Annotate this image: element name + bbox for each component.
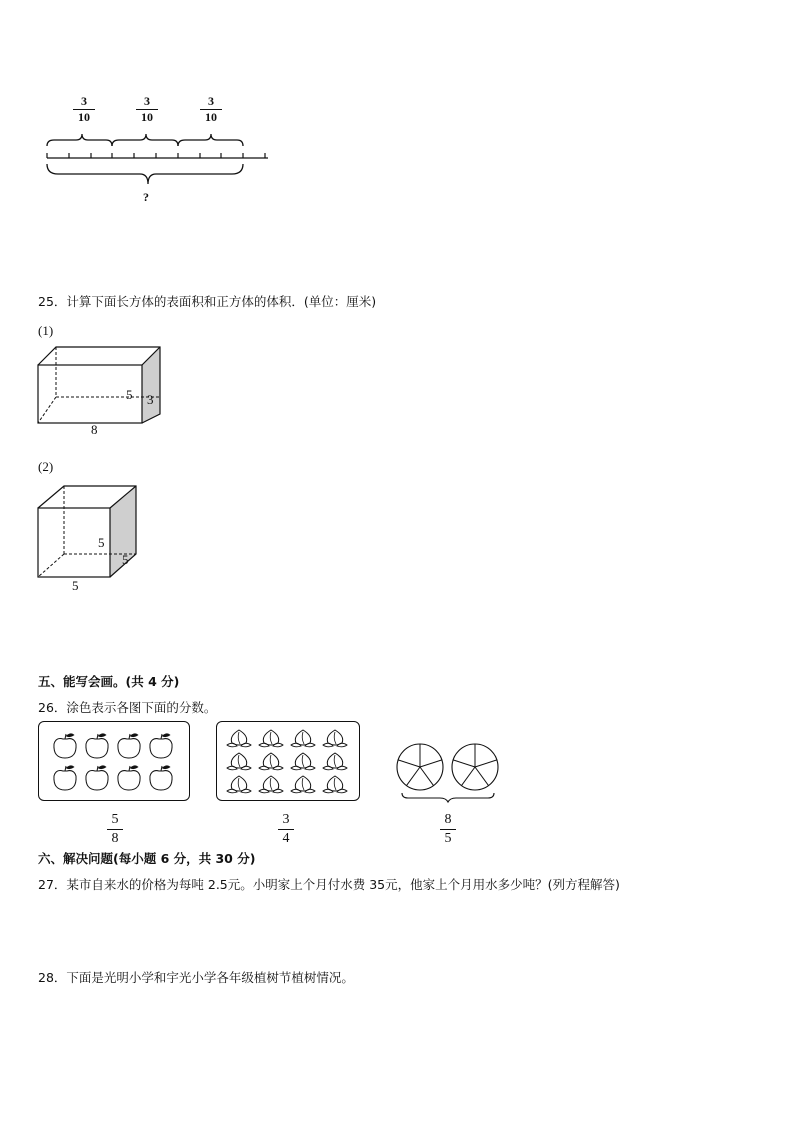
question-28: 28．下面是光明小学和宇光小学各年级植树节植树情况。 bbox=[38, 970, 354, 985]
apples-box bbox=[38, 721, 190, 801]
apple-icon bbox=[54, 766, 76, 790]
part-1-label: (1) bbox=[38, 323, 54, 338]
apple-icon bbox=[150, 734, 172, 758]
cuboid-width-label: 3 bbox=[147, 392, 154, 407]
peach-icon bbox=[291, 776, 315, 793]
fraction-3-4: 3 4 bbox=[271, 812, 301, 847]
circle-fifths-icon bbox=[392, 740, 502, 800]
peach-icon bbox=[227, 730, 251, 747]
cuboid-height-label: 5 bbox=[126, 387, 133, 402]
cube-width-label: 5 bbox=[122, 552, 129, 567]
peach-icon bbox=[323, 753, 347, 770]
number-line bbox=[44, 128, 274, 208]
segment-fraction-2: 3 10 bbox=[132, 95, 162, 124]
apple-icon bbox=[54, 734, 76, 758]
brace bbox=[402, 793, 494, 802]
question-25: 25．计算下面长方体的表面积和正方体的体积．(单位：厘米) bbox=[38, 294, 377, 309]
peach-icon bbox=[217, 722, 359, 800]
peach-icon bbox=[259, 776, 283, 793]
segment-fraction-3: 3 10 bbox=[196, 95, 226, 124]
cube-figure bbox=[36, 484, 146, 584]
question-26: 26．涂色表示各图下面的分数。 bbox=[38, 700, 217, 715]
apple-icon bbox=[86, 734, 108, 758]
cuboid-length-label: 8 bbox=[91, 422, 98, 437]
section-5-title: 五、能写会画。(共 4 分) bbox=[38, 674, 180, 689]
peaches-box bbox=[216, 721, 360, 801]
cuboid-figure bbox=[36, 345, 166, 425]
question-27: 27．某市自来水的价格为每吨 2.5元。小明家上个月付水费 35元，他家上个月用水多少吨？(列方程解答) bbox=[38, 877, 620, 892]
apple-icon bbox=[150, 766, 172, 790]
cube-height-label: 5 bbox=[98, 535, 105, 550]
segment-fraction-1: 3 10 bbox=[69, 95, 99, 124]
fraction-8-5: 8 5 bbox=[433, 812, 463, 847]
peach-icon bbox=[291, 753, 315, 770]
peach-icon bbox=[323, 776, 347, 793]
circle-fifths-icon bbox=[452, 744, 498, 790]
cube-length-label: 5 bbox=[72, 578, 79, 593]
question-mark: ? bbox=[143, 190, 149, 204]
peach-icon bbox=[291, 730, 315, 747]
apple-icon bbox=[118, 766, 140, 790]
part-2-label: (2) bbox=[38, 459, 54, 474]
apple-icon bbox=[39, 722, 189, 800]
peach-icon bbox=[227, 753, 251, 770]
section-6-title: 六、解决问题(每小题 6 分，共 30 分) bbox=[38, 851, 256, 866]
apple-icon bbox=[118, 734, 140, 758]
apple-icon bbox=[86, 766, 108, 790]
peach-icon bbox=[227, 776, 251, 793]
peach-icon bbox=[259, 730, 283, 747]
fraction-5-8: 5 8 bbox=[100, 812, 130, 847]
peach-icon bbox=[259, 753, 283, 770]
circle-fifths-icon bbox=[397, 744, 443, 790]
peach-icon bbox=[323, 730, 347, 747]
